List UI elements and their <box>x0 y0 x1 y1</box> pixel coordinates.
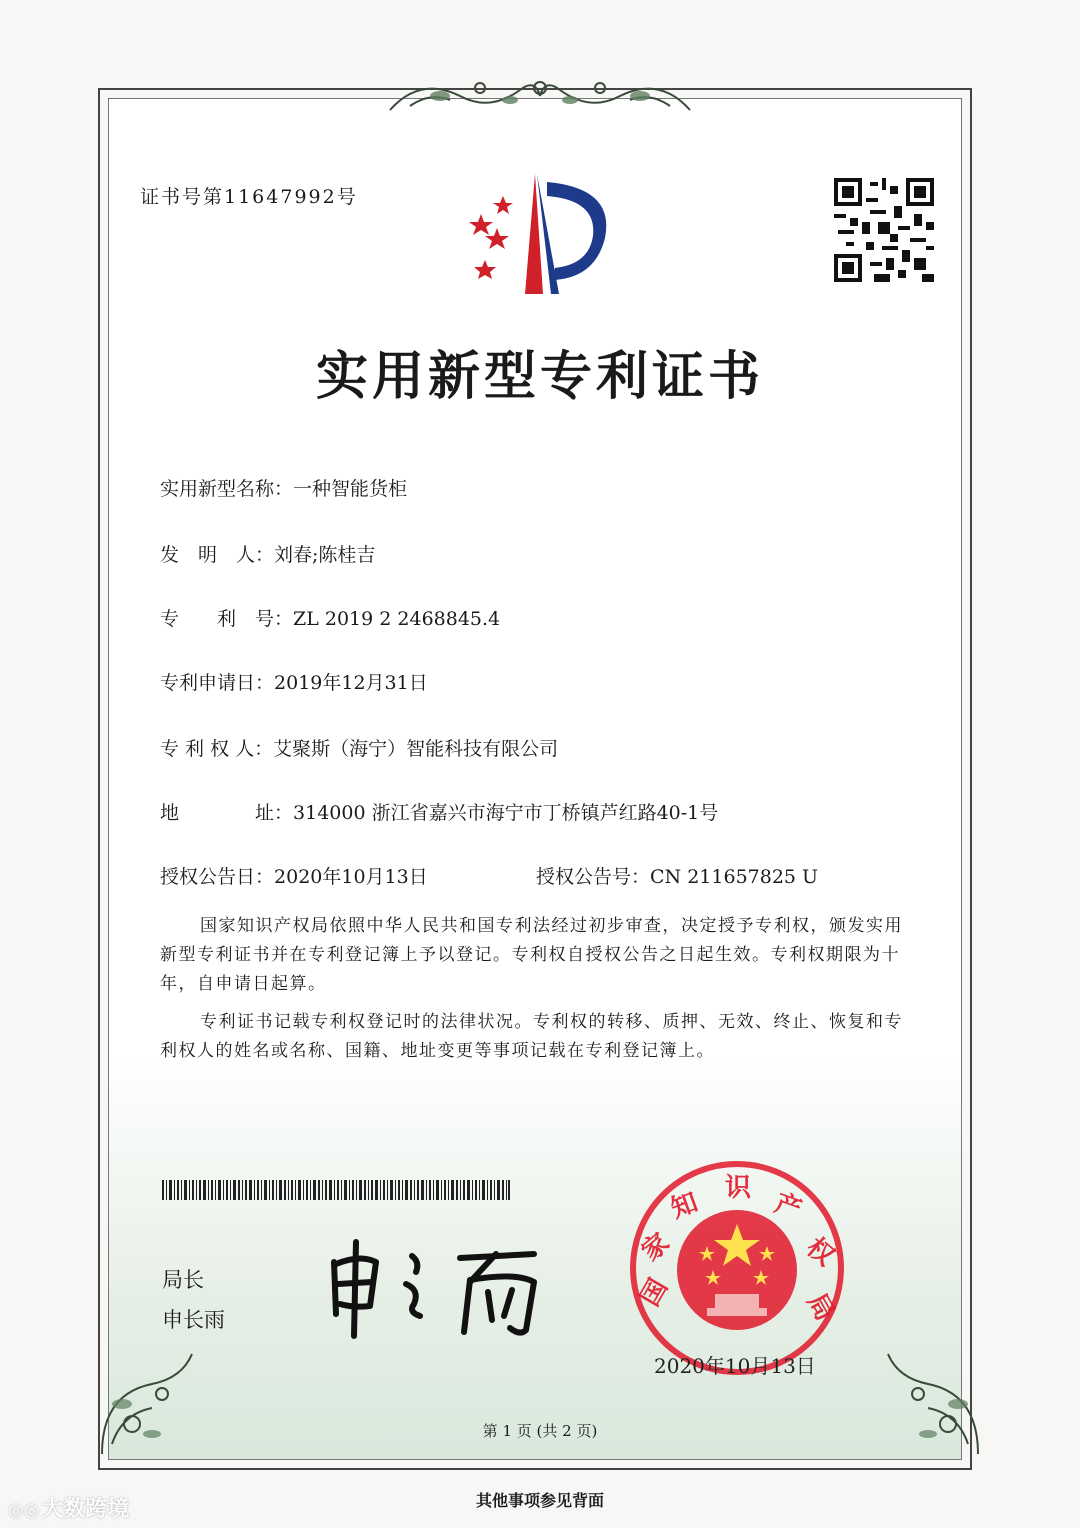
field-label: 地 址： <box>160 802 294 824</box>
bottom-right-ornament <box>868 1344 988 1464</box>
svg-text:权: 权 <box>800 1232 840 1273</box>
grant-date: 2020年10月13日 <box>274 866 428 888</box>
field-label: 专 利 号： <box>160 608 294 630</box>
address: 314000 浙江省嘉兴市海宁市丁桥镇芦红路40-1号 <box>293 802 719 824</box>
footer-note: 其他事项参见背面 <box>475 1491 604 1510</box>
svg-text:知: 知 <box>667 1187 702 1225</box>
grant-number: CN 211657825 U <box>650 866 819 888</box>
statement-paragraph: 国家知识产权局依照中华人民共和国专利法经过初步审查，决定授予专利权，颁发实用新型专利证书并在专利登记簿上予以登记。专利权自授权公告之日起生效。专利权期限为十年，自申请日起算。 <box>160 916 903 994</box>
inventor-row <box>160 540 375 567</box>
director-name: 申长雨 <box>162 1308 225 1332</box>
field-label: 发 明 人： <box>160 544 275 566</box>
grant-number-row <box>536 862 818 889</box>
bottom-left-ornament <box>92 1344 212 1464</box>
field-label: 实用新型名称： <box>160 478 294 500</box>
field-label: 授权公告号： <box>536 866 651 888</box>
svg-text:产: 产 <box>770 1188 806 1226</box>
statement-paragraph: 专利证书记载专利权登记时的法律状况。专利权的转移、质押、无效、终止、恢复和专利权人的姓名或名称、国籍、地址变更等事项记载在专利登记簿上。 <box>160 1012 903 1061</box>
field-label: 授权公告日： <box>160 866 275 888</box>
svg-text:局: 局 <box>800 1288 840 1327</box>
page-indicator: 第 1 页 (共 2 页) <box>482 1422 598 1440</box>
patentee-row <box>160 734 558 761</box>
official-seal-icon <box>627 1158 847 1378</box>
filing-date: 2019年12月31日 <box>274 672 428 694</box>
handwritten-signature <box>320 1232 560 1342</box>
certificate-number: 证书号第11647992号 <box>140 186 358 208</box>
patentee: 艾聚斯（海宁）智能科技有限公司 <box>273 738 559 760</box>
certificate-title: 实用新型专利证书 <box>315 346 764 407</box>
director-title: 局长 <box>162 1268 204 1292</box>
svg-text:国: 国 <box>635 1273 675 1312</box>
patent-number-row <box>160 604 500 631</box>
barcode-icon <box>162 1180 510 1200</box>
utility-model-name: 一种智能货柜 <box>293 478 408 500</box>
watermark-logo-icon: ◎◎ <box>8 1500 40 1521</box>
top-ornament <box>380 66 700 122</box>
svg-text:识: 识 <box>725 1173 752 1203</box>
seal-date: 2020年10月13日 <box>654 1354 816 1378</box>
svg-text:家: 家 <box>636 1227 676 1268</box>
qr-code-icon <box>834 178 934 282</box>
address-row <box>160 798 718 825</box>
patent-number: ZL 2019 2 2468845.4 <box>293 608 501 630</box>
watermark-text: 大数跨境 <box>41 1497 130 1522</box>
inventor-names: 刘春;陈桂吉 <box>274 544 376 566</box>
field-label: 专 利 权 人： <box>160 738 274 760</box>
watermark <box>8 1492 129 1523</box>
grant-date-row <box>160 862 428 889</box>
cnipa-emblem-icon <box>455 168 615 298</box>
utility-model-name-row <box>160 474 407 501</box>
filing-date-row <box>160 668 428 695</box>
field-label: 专利申请日： <box>160 672 275 694</box>
